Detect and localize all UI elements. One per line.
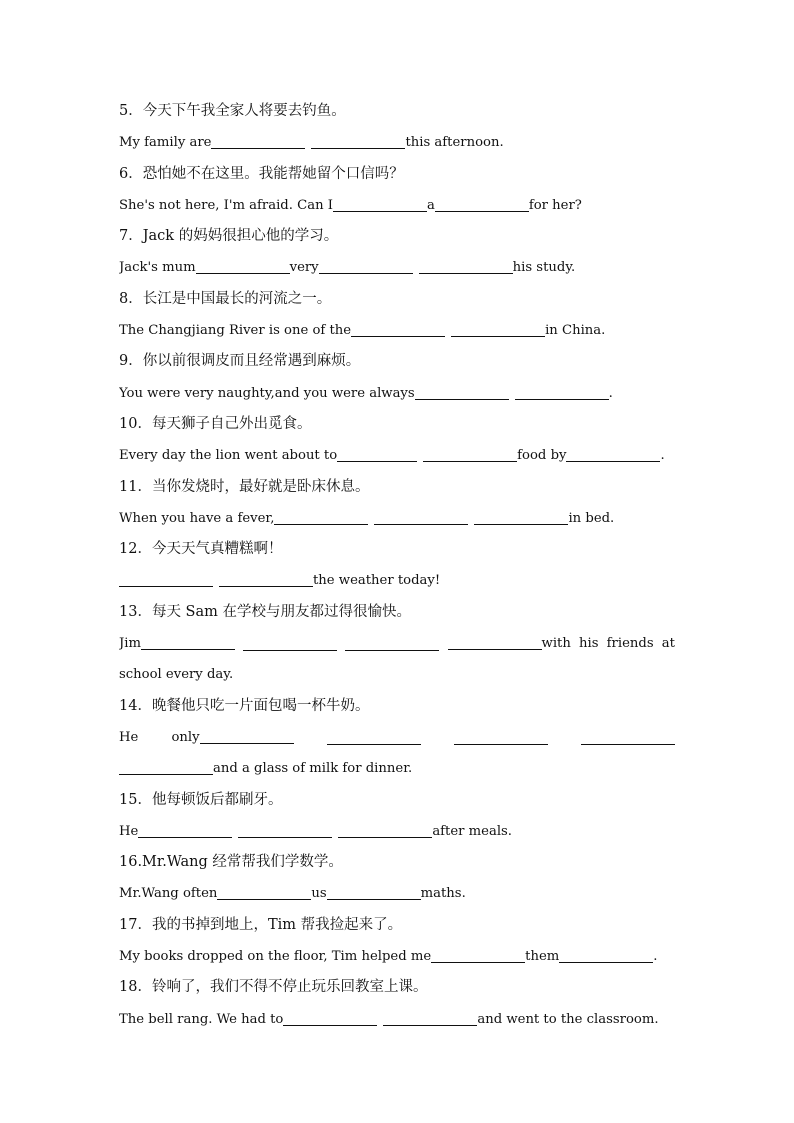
answer-blank[interactable] xyxy=(219,572,313,587)
question-18-chinese: 18．铃响了，我们不得不停止玩乐回教室上课。 xyxy=(119,979,428,996)
answer-blank[interactable] xyxy=(566,447,660,462)
answer-blank[interactable] xyxy=(311,134,405,149)
question-9-chinese: 9．你以前很调皮而且经常遇到麻烦。 xyxy=(119,353,361,370)
question-13-english-line-2: school every day. xyxy=(119,667,234,683)
answer-blank[interactable] xyxy=(415,385,509,400)
answer-blank[interactable] xyxy=(345,636,439,651)
question-11-chinese: 11．当你发烧时，最好就是卧床休息。 xyxy=(119,478,370,495)
answer-blank[interactable] xyxy=(274,510,368,525)
question-11-english: When you have a fever, in bed. xyxy=(119,510,615,526)
answer-blank[interactable] xyxy=(338,823,432,838)
answer-blank[interactable] xyxy=(423,447,517,462)
answer-blank[interactable] xyxy=(243,636,337,651)
question-5-chinese: 5．今天下午我全家人将要去钓鱼。 xyxy=(119,103,346,119)
answer-blank[interactable] xyxy=(327,730,421,745)
answer-blank[interactable] xyxy=(435,197,529,212)
question-13-english-line-1: Jim with his friends at xyxy=(119,636,675,652)
question-15-chinese: 15．他每顿饭后都刷牙。 xyxy=(119,791,283,808)
answer-blank[interactable] xyxy=(333,197,427,212)
question-13-chinese: 13．每天 Sam 在学校与朋友都过得很愉快。 xyxy=(119,603,411,620)
answer-blank[interactable] xyxy=(211,134,305,149)
answer-blank[interactable] xyxy=(454,730,548,745)
answer-blank[interactable] xyxy=(515,385,609,400)
question-5-english: My family are this afternoon. xyxy=(119,135,504,151)
question-14-english-line-2: and a glass of milk for dinner. xyxy=(119,753,675,784)
question-12-english: the weather today! xyxy=(119,565,675,596)
answer-blank[interactable] xyxy=(451,322,545,337)
question-12-chinese: 12．今天天气真糟糕啊！ xyxy=(119,541,283,558)
question-10-english: Every day the lion went about to food by . xyxy=(119,448,665,464)
question-9-english: You were very naughty,and you were always . xyxy=(119,385,613,401)
answer-blank[interactable] xyxy=(559,948,653,963)
question-16-chinese: 16.Mr.Wang 经常帮我们学数学。 xyxy=(119,854,343,871)
question-14-english-line-1: He only xyxy=(119,722,675,753)
question-17-english: My books dropped on the floor, Tim helped me them . xyxy=(119,949,658,965)
answer-blank[interactable] xyxy=(383,1011,477,1026)
answer-blank[interactable] xyxy=(319,259,413,274)
answer-blank[interactable] xyxy=(581,730,675,745)
worksheet xyxy=(119,96,675,1035)
answer-blank[interactable] xyxy=(141,635,235,650)
answer-blank[interactable] xyxy=(119,760,213,775)
question-18-english: The bell rang. We had to and went to the classroom. xyxy=(119,1011,659,1027)
question-17-chinese: 17．我的书掉到地上，Tim 帮我捡起来了。 xyxy=(119,916,403,933)
answer-blank[interactable] xyxy=(431,948,525,963)
answer-blank[interactable] xyxy=(283,1011,377,1026)
question-15-english: He after meals. xyxy=(119,823,513,839)
question-7-english: Jack's mum very his study. xyxy=(119,260,576,276)
answer-blank[interactable] xyxy=(474,510,568,525)
question-10-chinese: 10．每天狮子自己外出觅食。 xyxy=(119,415,312,432)
question-14-chinese: 14．晚餐他只吃一片面包喝一杯牛奶。 xyxy=(119,697,370,714)
question-6-english: She's not here, I'm afraid. Can I a for her? xyxy=(119,197,582,213)
question-16-english: Mr.Wang often us maths. xyxy=(119,886,466,902)
question-8-chinese: 8．长江是中国最长的河流之一。 xyxy=(119,290,332,307)
answer-blank[interactable] xyxy=(327,885,421,900)
answer-blank[interactable] xyxy=(138,823,232,838)
answer-blank[interactable] xyxy=(196,259,290,274)
answer-blank[interactable] xyxy=(238,823,332,838)
answer-blank[interactable] xyxy=(217,885,311,900)
answer-blank[interactable] xyxy=(419,259,513,274)
answer-blank[interactable] xyxy=(448,635,542,650)
answer-blank[interactable] xyxy=(119,572,213,587)
question-6-chinese: 6．恐怕她不在这里。我能帮她留个口信吗？ xyxy=(119,165,404,182)
question-7-chinese: 7．Jack 的妈妈很担心他的学习。 xyxy=(119,228,339,245)
answer-blank[interactable] xyxy=(337,447,417,462)
answer-blank[interactable] xyxy=(200,729,294,744)
answer-blank[interactable] xyxy=(351,322,445,337)
answer-blank[interactable] xyxy=(374,510,468,525)
question-8-english: The Changjiang River is one of the in China. xyxy=(119,323,606,339)
